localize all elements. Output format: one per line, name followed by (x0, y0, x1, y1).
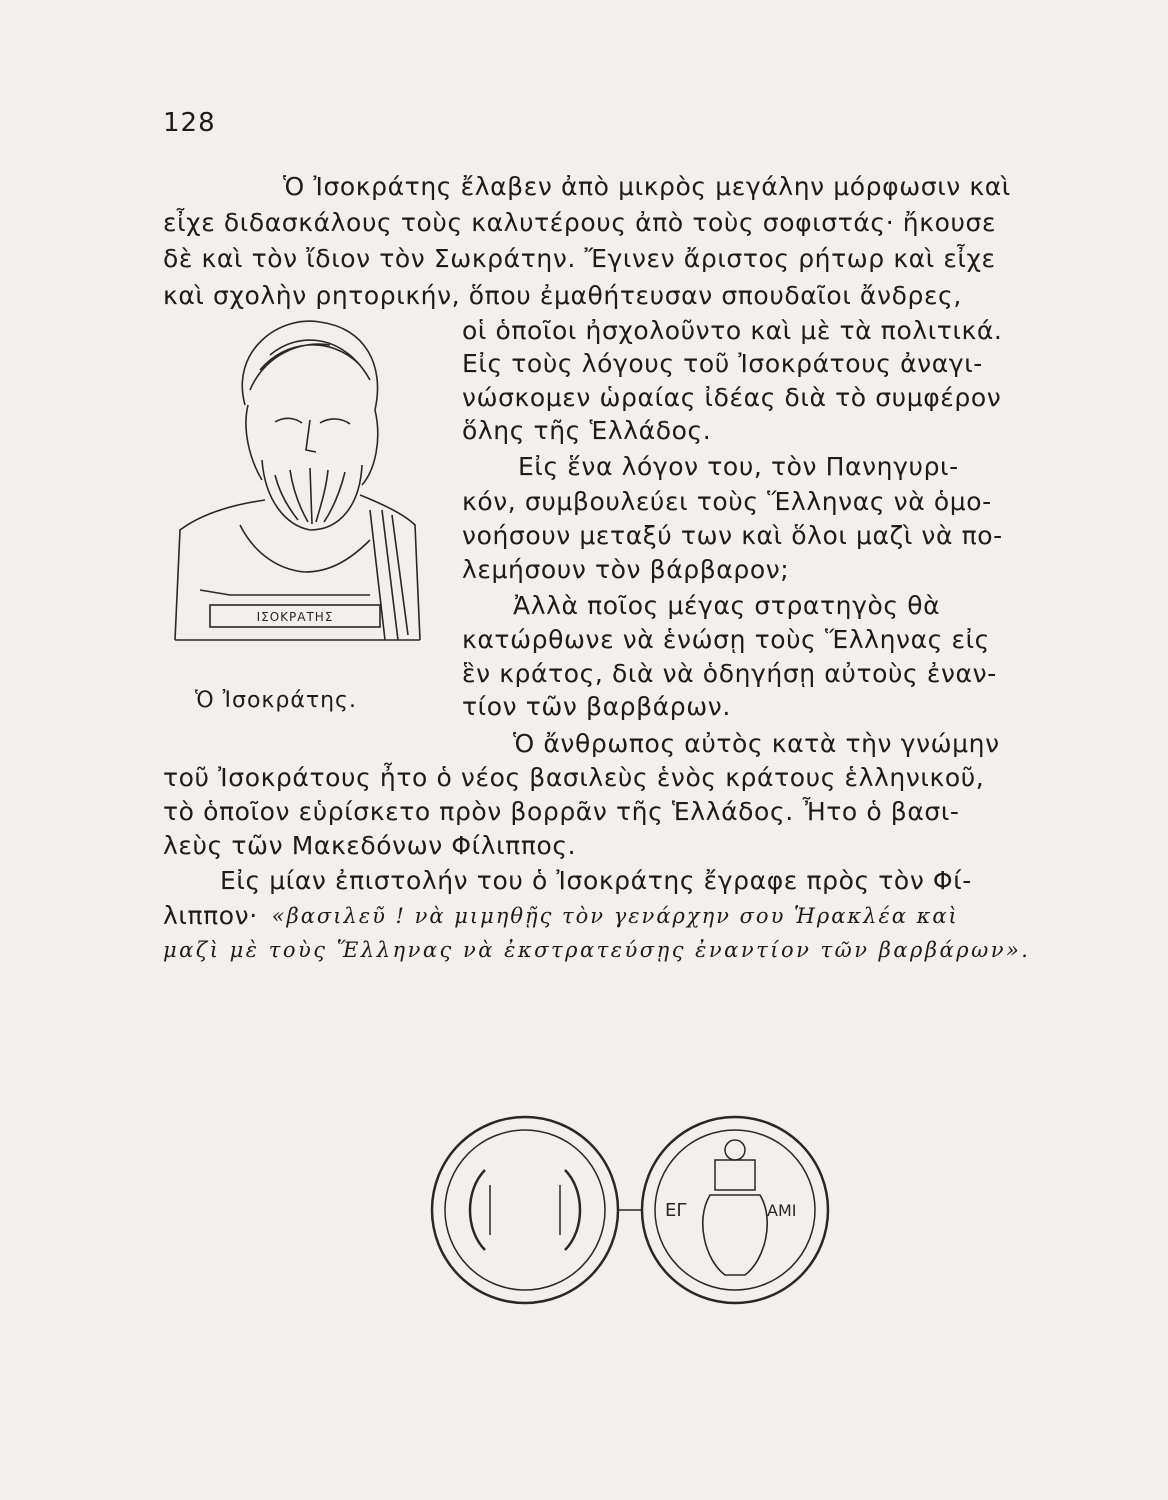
text-line: κόν, συμβουλεύει τοὺς Ἕλληνας νὰ ὁμο- (462, 487, 992, 516)
text-line: Ὁ ἄνθρωπος αὐτὸς κατὰ τὴν γνώμην (513, 729, 1000, 758)
text-line: Ὁ Ἰσοκράτης ἔλαβεν ἀπὸ μικρὸς μεγάλην μόρφωσιν καὶ (283, 172, 1011, 201)
quote-fragment: «βασιλεῦ ! νὰ μιμηθῇς τὸν γενάρχην σου Ἡρακλέα καὶ (271, 904, 959, 928)
text-line: Ἀλλὰ ποῖος μέγας στρατηγὸς θὰ (513, 591, 941, 620)
text-line: καὶ σχολὴν ρητορικήν, ὅπου ἐμαθήτευσαν σπουδαῖοι ἄνδρες, (163, 281, 962, 310)
text-fragment: λιππον· (163, 901, 258, 930)
text-line: τίον τῶν βαρβάρων. (462, 692, 731, 721)
text-line: Εἰς τοὺς λόγους τοῦ Ἰσοκράτους ἀναγι- (462, 349, 983, 378)
text-line: οἱ ὁποῖοι ἠσχολοῦντο καὶ μὲ τὰ πολιτικά. (462, 316, 1003, 345)
bust-inscription: ΙΣΟΚΡΑΤΗΣ (256, 610, 334, 624)
text-line: νοήσουν μεταξύ των καὶ ὅλοι μαζὶ νὰ πο- (462, 521, 1003, 550)
text-line: κατώρθωνε νὰ ἑνώσῃ τοὺς Ἕλληνας εἰς (462, 625, 990, 654)
text-line: λεὺς τῶν Μακεδόνων Φίλιππος. (163, 831, 577, 860)
text-line: Εἰς μίαν ἐπιστολήν του ὁ Ἰσοκράτης ἔγραφε πρὸς τὸν Φί- (220, 866, 972, 895)
text-line: ὅλης τῆς Ἑλλάδος. (462, 416, 712, 445)
coin-letters-right: ΑΜΙ (767, 1201, 797, 1220)
text-line: τοῦ Ἰσοκράτους ἦτο ὁ νέος βασιλεὺς ἑνὸς κράτους ἑλληνικοῦ, (163, 763, 985, 792)
text-line: τὸ ὁποῖον εὑρίσκετο πρὸν βορρᾶν τῆς Ἑλλάδος. Ἦτο ὁ βασι- (163, 797, 960, 826)
text-line: νώσκομεν ὡραίας ἰδέας διὰ τὸ συμφέρον (462, 383, 1002, 412)
text-line: δὲ καὶ τὸν ἴδιον τὸν Σωκράτην. Ἔγινεν ἄριστος ρήτωρ καὶ εἶχε (163, 244, 996, 273)
text-line: εἶχε διδασκάλους τοὺς καλυτέρους ἀπὸ τοὺς σοφιστάς· ἤκουσε (163, 208, 997, 237)
text-line: ἓν κράτος, διὰ νὰ ὁδηγήσῃ αὐτοὺς ἐναν- (462, 659, 997, 688)
coin-letters-left: ΕΓ (665, 1200, 687, 1221)
figure-caption: Ὁ Ἰσοκράτης. (195, 688, 357, 713)
text-line (163, 901, 1118, 931)
text-line: λεμήσουν τὸν βάρβαρον; (462, 555, 790, 584)
quote-line: μαζὶ μὲ τοὺς Ἕλληνας νὰ ἐκστρατεύσῃς ἐναντίον τῶν βαρβάρων». (163, 938, 1031, 962)
text-line: Εἰς ἕνα λόγον του, τὸν Πανηγυρι- (518, 452, 959, 481)
isocrates-bust-illustration (170, 310, 442, 660)
coins-illustration (425, 1110, 830, 1310)
page-number: 128 (163, 108, 216, 138)
